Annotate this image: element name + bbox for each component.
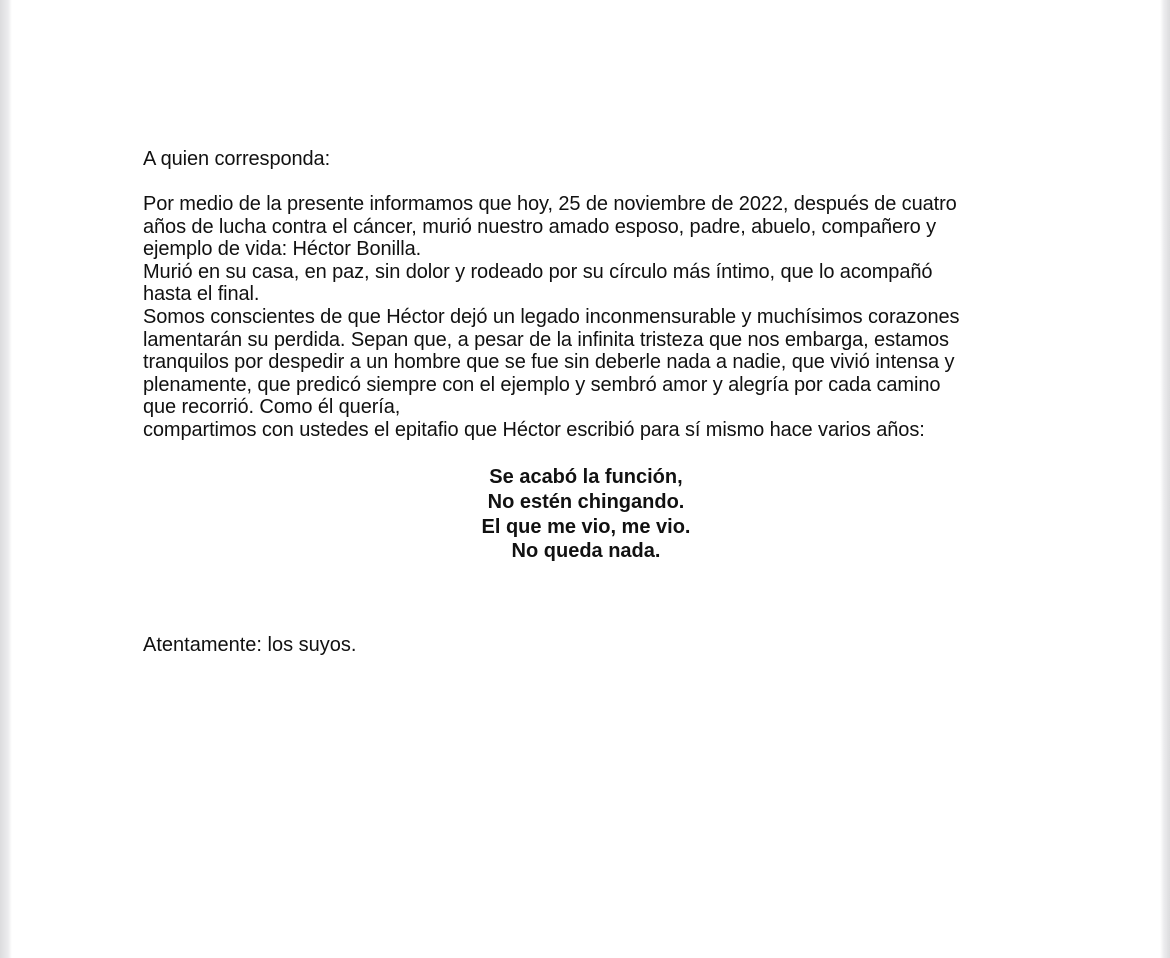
document-page: [12, 0, 1160, 958]
body-line: Murió en su casa, en paz, sin dolor y rodeado por su círculo más íntimo, que lo acompañó: [143, 260, 933, 283]
body-line: Por medio de la presente informamos que hoy, 25 de noviembre de 2022, después de cuatro: [143, 193, 957, 215]
body-line: hasta el final.: [143, 283, 260, 306]
body-line: plenamente, que predicó siempre con el ejemplo y sembró amor y alegría por cada camino: [143, 373, 941, 396]
epitaph-line: No queda nada.: [511, 540, 661, 563]
body-line: tranquilos por despedir a un hombre que se fue sin deberle nada a nadie, que vivió intensa y: [143, 351, 955, 374]
epitaph-line: Se acabó la función,: [489, 466, 683, 488]
body-line: ejemplo de vida: Héctor Bonilla.: [143, 238, 422, 261]
closing: Atentamente: los suyos.: [143, 634, 357, 656]
body-line: lamentarán su perdida. Sepan que, a pesar de la infinita tristeza que nos embarga, estamos: [143, 328, 949, 351]
body-line: años de lucha contra el cáncer, murió nuestro amado esposo, padre, abuelo, compañero y: [143, 215, 937, 238]
epitaph: [12, 465, 1160, 564]
epitaph-line: El que me vio, me vio.: [481, 515, 691, 538]
letter-body: [143, 193, 1023, 442]
body-line: Somos conscientes de que Héctor dejó un legado inconmensurable y muchísimos corazones: [143, 305, 960, 328]
body-line: compartimos con ustedes el epitafio que Héctor escribió para sí mismo hace varios años:: [143, 418, 925, 441]
salutation: A quien corresponda:: [143, 148, 331, 170]
body-line: que recorrió. Como él quería,: [143, 396, 401, 419]
epitaph-line: No estén chingando.: [487, 490, 685, 513]
